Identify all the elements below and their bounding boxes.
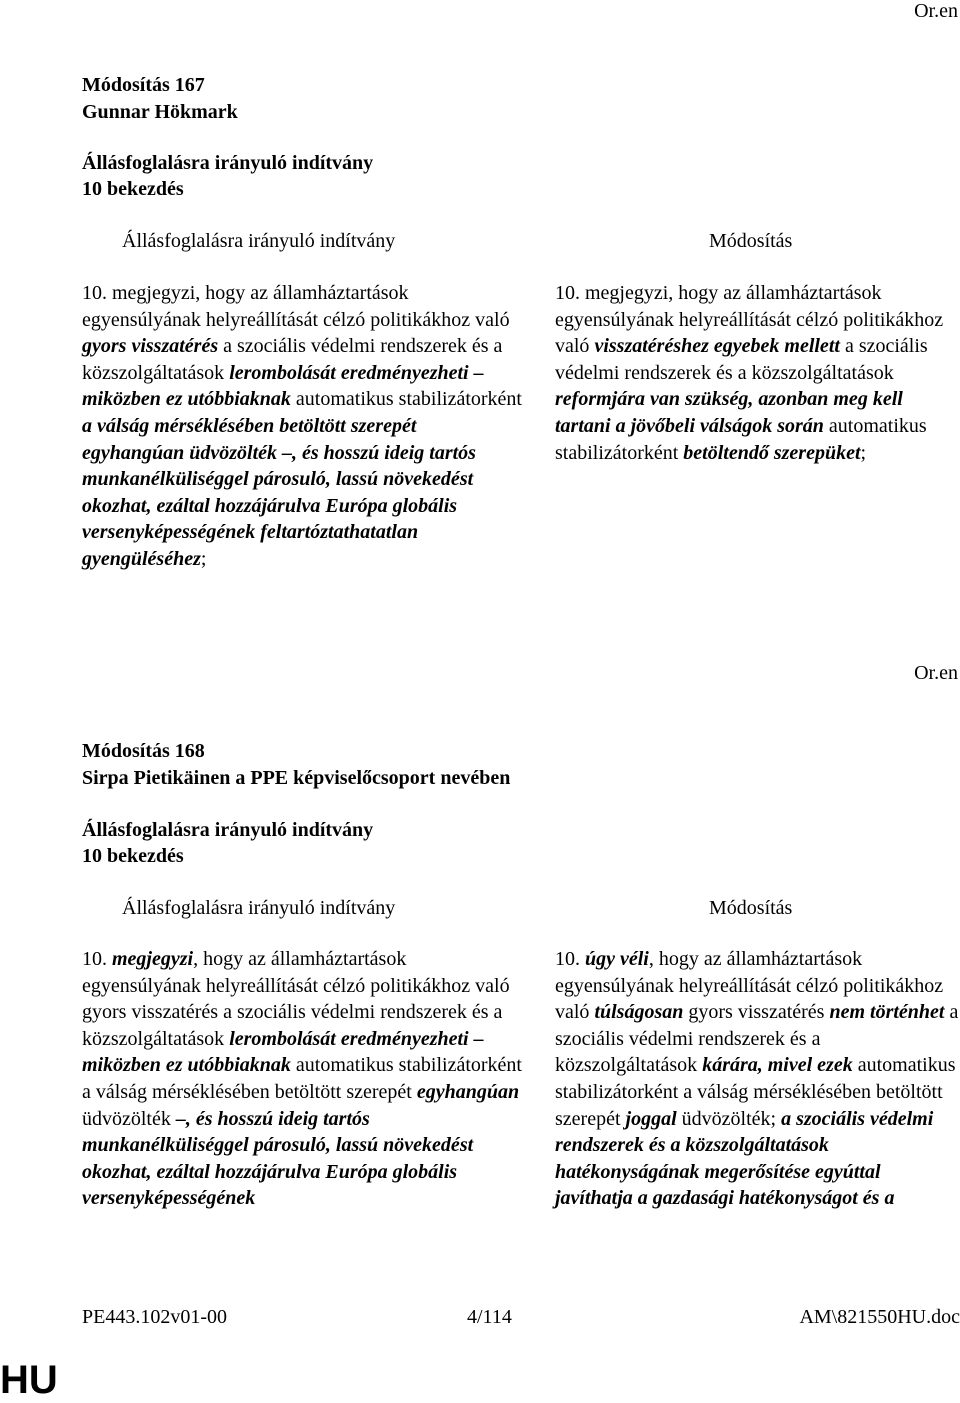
text-segment: , hogy az államháztartások egyensúlyának helyreállítását célzó politikákhoz való gyors visszatérés a szociális védelmi rendszerek és a közszolgáltatások (82, 948, 510, 1050)
amended-text-segment: kárára, mivel ezek (702, 1054, 853, 1077)
amended-paragraph (555, 280, 960, 466)
original-paragraph (82, 280, 522, 573)
original-paragraph (82, 946, 522, 1212)
amendment-number: Módosítás 167 (82, 74, 205, 96)
amended-text-segment: nem történhet (829, 1001, 945, 1024)
text-segment: a szociális védelmi rendszerek és a közszolgáltatások (555, 335, 928, 384)
text-segment: a szociális védelmi rendszerek és a közszolgáltatások (82, 335, 503, 384)
text-segment: a szociális védelmi rendszerek és a közszolgáltatások (555, 1001, 959, 1077)
amended-text-segment: túlságosan (594, 1001, 684, 1024)
amendment-author: Gunnar Hökmark (82, 101, 238, 123)
amendment-author: Sirpa Pietikäinen a PPE képviselőcsoport nevében (82, 767, 511, 789)
amended-text-segment: lerombolását eredményezheti – miközben ez utóbbiaknak (82, 361, 484, 411)
footer-filename: AM\821550HU.doc (799, 1306, 960, 1328)
amended-text-segment: a szociális védelmi rendszerek és a közszolgáltatások hatékonyságának megerősítése egyúttal javíthatja a gazdasági hatékonyságot és a (555, 1107, 934, 1210)
amended-text-segment: megjegyzi (112, 948, 194, 970)
text-segment: ; (200, 547, 207, 570)
footer-page-number: 4/114 (467, 1306, 512, 1328)
right-column-header: Módosítás (709, 897, 793, 919)
text-segment: ; (860, 441, 867, 464)
amendment-number: Módosítás 168 (82, 740, 205, 762)
document-type: Állásfoglalásra irányuló indítvány (82, 152, 374, 174)
original-text (82, 280, 522, 573)
original-language-label: Or.en (914, 0, 958, 22)
text-segment: automatikus stabilizátorként a válság mérséklésében betöltött szerepét (82, 1054, 522, 1103)
document-type: Állásfoglalásra irányuló indítvány (82, 819, 374, 841)
amended-text-segment: reformjára van szükség, azonban meg kell tartani a jövőbeli válságok során (555, 388, 903, 437)
text-segment: gyors visszatérés (683, 1001, 830, 1024)
amended-text-segment: gyors visszatérés (82, 335, 219, 358)
text-segment: 10. (555, 948, 585, 970)
amended-text-segment: visszatéréshez egyebek mellett (594, 335, 840, 358)
right-column-header: Módosítás (709, 230, 793, 252)
amended-text-segment: –, és hosszú ideig tartós munkanélküliséggel párosuló, lassú növekedést okozhat, ezáltal hozzájárulva Európa globális versenyképességének (82, 1107, 474, 1210)
paragraph-reference: 10 bekezdés (82, 178, 184, 200)
text-segment: 10. megjegyzi, hogy az államháztartások egyensúlyának helyreállítását célzó politikákhoz való (555, 282, 944, 358)
text-segment: automatikus stabilizátorként (555, 414, 927, 464)
original-text (82, 946, 522, 1212)
amended-text (555, 280, 960, 466)
language-code: HU (0, 1358, 58, 1402)
amended-text-segment: egyhangúan (416, 1080, 520, 1103)
original-language-label: Or.en (914, 662, 958, 684)
text-segment: automatikus stabilizátorként (290, 388, 522, 411)
amended-text-segment: betöltendő szerepüket (683, 441, 861, 464)
amended-text-segment: úgy véli (585, 948, 649, 970)
footer-document-reference: PE443.102v01-00 (82, 1306, 227, 1328)
amended-text-segment: joggal (625, 1107, 677, 1130)
paragraph-reference: 10 bekezdés (82, 845, 184, 867)
text-segment: 10. megjegyzi, hogy az államháztartások egyensúlyának helyreállítását célzó politikákhoz való (82, 282, 510, 331)
text-segment: üdvözölték; (676, 1107, 782, 1130)
amended-text-segment: lerombolását eredményezheti – miközben ez utóbbiaknak (82, 1027, 484, 1077)
amended-paragraph (555, 946, 960, 1212)
left-column-header: Állásfoglalásra irányuló indítvány (122, 230, 396, 252)
text-segment: , hogy az államháztartások egyensúlyának helyreállítását célzó politikákhoz való (555, 948, 944, 1024)
amended-text-segment: a válság mérséklésében betöltött szerepét egyhangúan üdvözölték –, és hosszú ideig tartós munkanélküliséggel párosuló, lassú növekedést okozhat, ezáltal hozzájárulva Európa globális versenyképességének feltartóztathatatlan gyengüléséhez (82, 414, 476, 570)
text-segment: automatikus stabilizátorként a válság mérséklésében betöltött szerepét (555, 1054, 956, 1130)
amended-text (555, 946, 960, 1212)
text-segment: 10. (82, 948, 112, 970)
left-column-header: Állásfoglalásra irányuló indítvány (122, 897, 396, 919)
text-segment: üdvözölték (82, 1107, 176, 1130)
